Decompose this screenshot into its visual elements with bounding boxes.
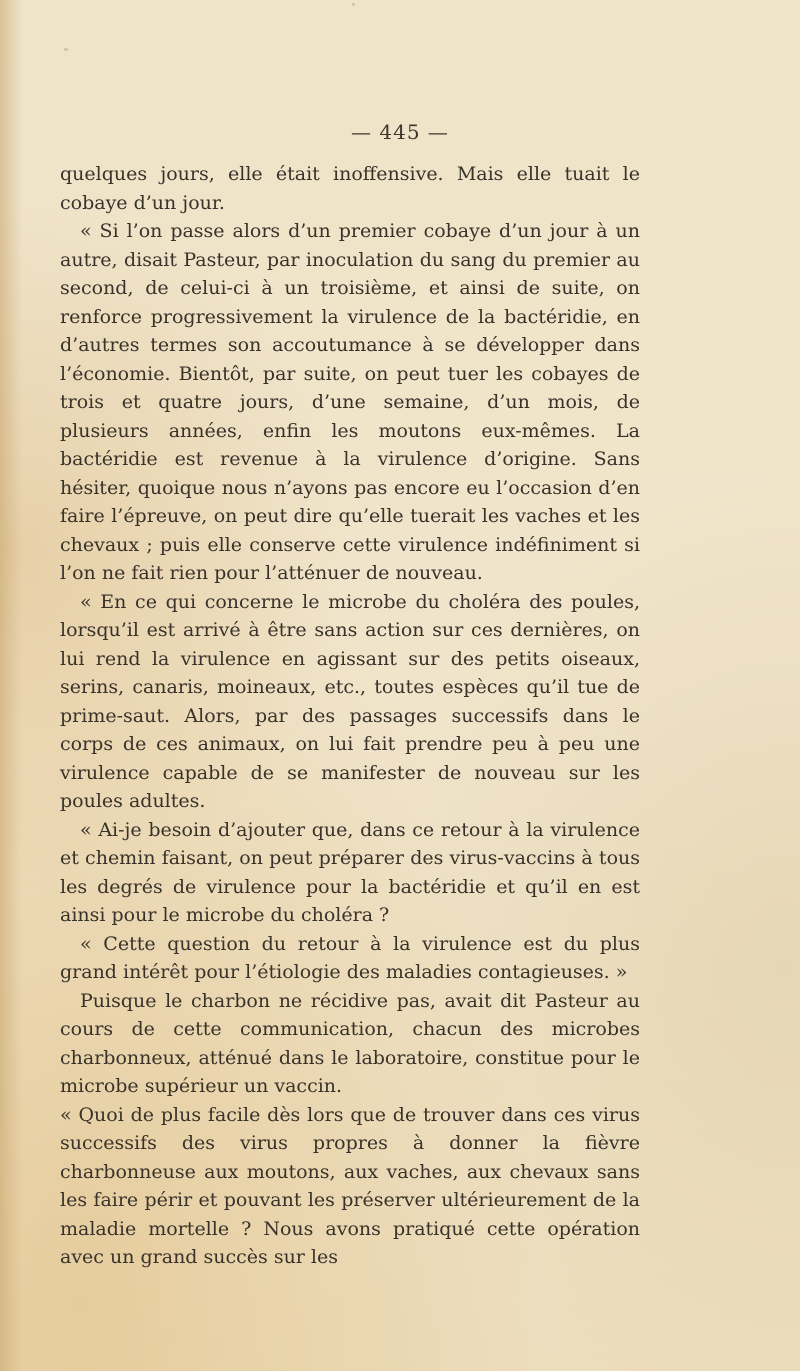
paragraph: « Ai-je besoin d’ajouter que, dans ce retour à la virulence et chemin faisant, on peut préparer des virus-vaccins à tous les degrés de virulence pour la bactéridie et qu’il en est ainsi pour le microbe du choléra ? — [60, 818, 640, 926]
page-gutter-shadow — [0, 0, 22, 1371]
paragraph: « En ce qui concerne le microbe du choléra des poules, lorsqu’il est arrivé à être sans action sur ces dernières, on lui rend la virulence en agissant sur des petits oiseaux, serins, canaris, moineaux, etc., toutes espèces qu’il tue de prime-saut. Alors, par des passages successifs dans le corps de ces animaux, on lui fait prendre peu à peu une virulence capable de se manifester de nouveau sur les poules adultes. — [60, 590, 640, 812]
paragraph: « Cette question du retour à la virulence est du plus grand intérêt pour l’étiologie des maladies contagieuses. » — [60, 932, 640, 983]
paragraph: « Quoi de plus facile dès lors que de trouver dans ces virus successifs des virus propres à donner la fièvre charbonneuse aux moutons, aux vaches, aux chevaux sans les faire périr et pouvant les préserver ultérieurement de la maladie mortelle ? Nous avons pratiqué cette opération avec un grand succès sur les — [60, 1103, 640, 1268]
paragraph: « Si l’on passe alors d’un premier cobaye d’un jour à un autre, disait Pasteur, par inoculation du sang du premier au second, de celui-ci à un troisième, et ainsi de suite, on renforce progressivement la virulence de la bactéridie, en d’autres termes son accoutumance à se développer dans l’économie. Bientôt, par suite, on peut tuer les cobayes de trois et quatre jours, d’une semaine, d’un mois, de plusieurs années, enfin les moutons eux-mêmes. La bactéridie est revenue à la virulence d’origine. Sans hésiter, quoique nous n’ayons pas encore eu l’occasion d’en faire l’épreuve, on peut dire qu’elle tuerait les vaches et les chevaux ; puis elle conserve cette virulence indéfiniment si l’on ne fait rien pour l’atténuer de nouveau. — [60, 220, 640, 584]
paragraph: Puisque le charbon ne récidive pas, avait dit Pasteur au cours de cette communication, chacun des microbes charbonneux, atténué dans le laboratoire, constitue pour le microbe supérieur un vaccin. — [60, 989, 640, 1097]
ink-spot — [64, 48, 68, 51]
body-text — [60, 160, 640, 1272]
paragraph: quelques jours, elle était inoffensive. Mais elle tuait le cobaye d’un jour. — [60, 163, 640, 214]
ink-spot — [352, 3, 355, 6]
page-number: — 445 — — [351, 120, 449, 144]
